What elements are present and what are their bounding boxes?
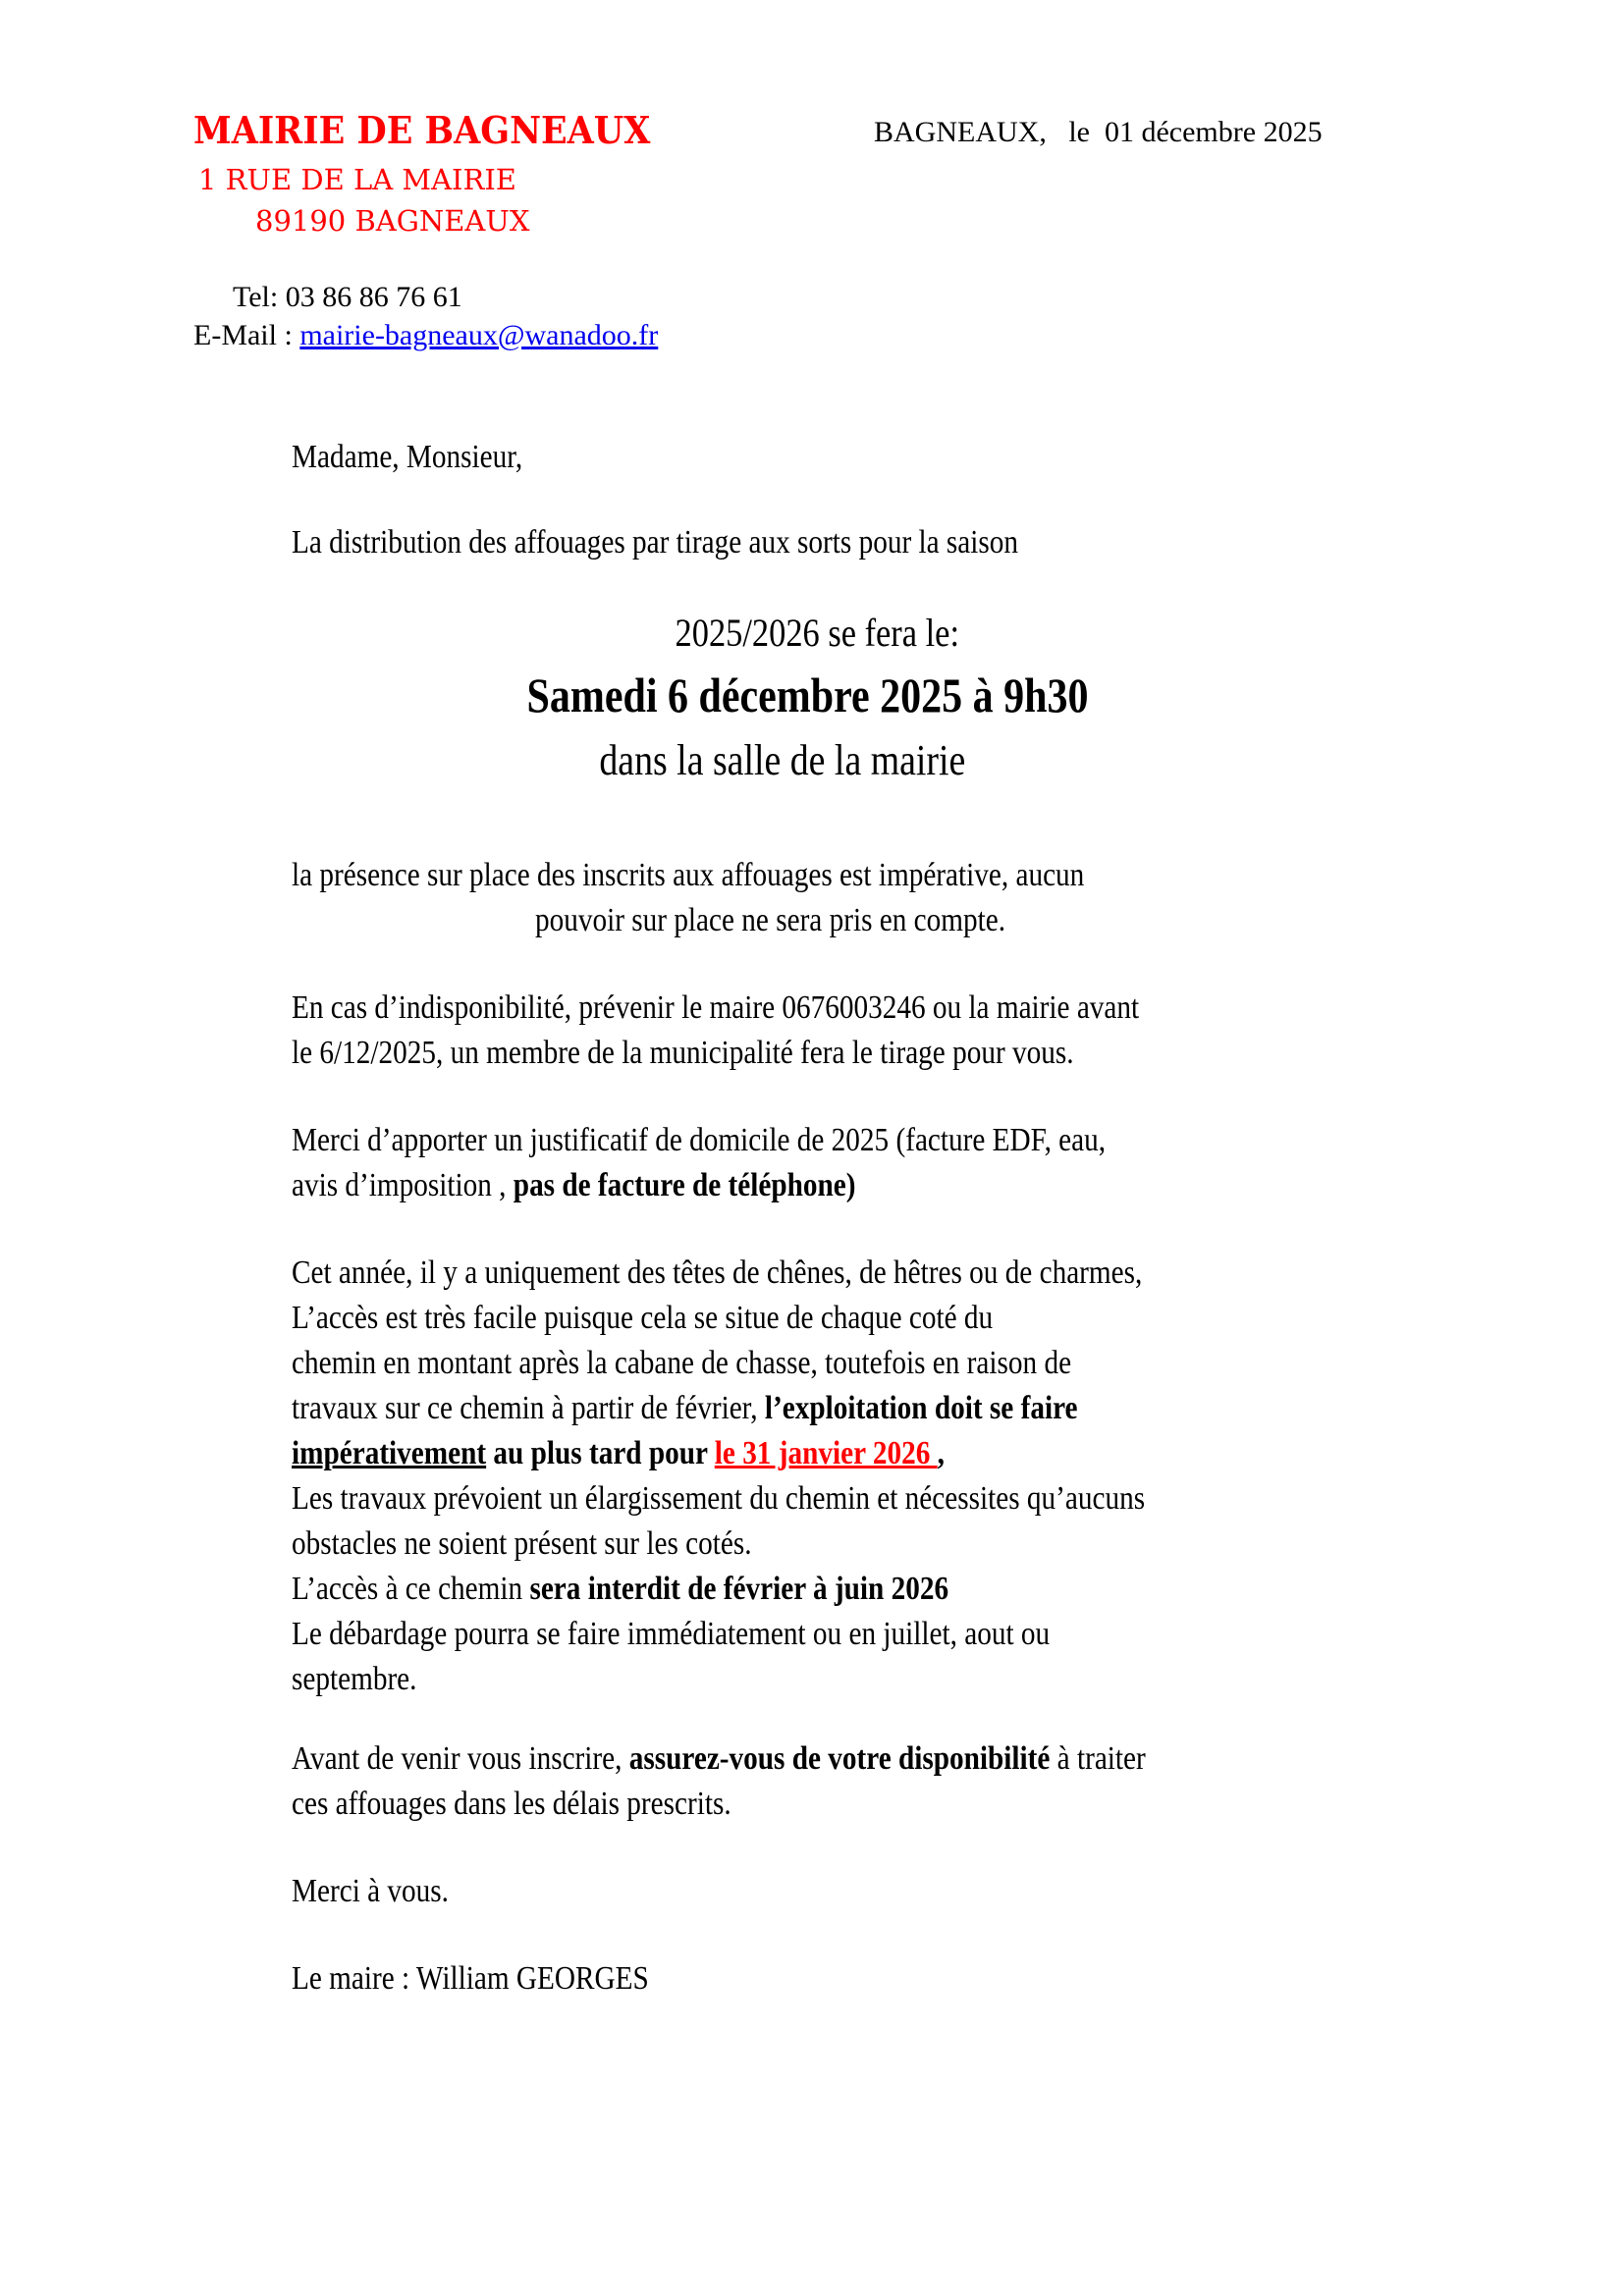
- place-date: BAGNEAUX, le 01 décembre 2025: [874, 116, 1323, 148]
- event-location: dans la salle de la mairie: [599, 736, 966, 784]
- wood-line-9: Le débardage pourra se faire immédiatement ou en juillet, aout ou: [292, 1616, 1051, 1652]
- event-line-1: 2025/2026 se fera le:: [675, 611, 959, 655]
- unavailable-line-1: En cas d’indisponibilité, prévenir le maire 0676003246 ou la mairie avant: [292, 989, 1140, 1026]
- proof-text: avis d’imposition ,: [292, 1167, 514, 1203]
- imperatively-text: impérativement: [292, 1435, 487, 1471]
- presence-line-1: la présence sur place des inscrits aux affouages est impérative, aucun: [292, 857, 1085, 893]
- address-line-1: 1 RUE DE LA MAIRIE: [198, 163, 516, 196]
- org-name: MAIRIE DE BAGNEAUX: [193, 108, 651, 152]
- wood-line-10: septembre.: [292, 1661, 417, 1697]
- wood-line-6: Les travaux prévoient un élargissement du chemin et nécessites qu’aucuns: [292, 1480, 1146, 1517]
- wood-line-1: Cet année, il y a uniquement des têtes de chênes, de hêtres ou de charmes,: [292, 1255, 1143, 1291]
- proof-line-1: Merci d’apporter un justificatif de domicile de 2025 (facture EDF, eau,: [292, 1122, 1107, 1158]
- availability-text: Avant de venir vous inscrire,: [292, 1740, 629, 1777]
- tel-label: Tel:: [233, 281, 286, 313]
- deadline-comma: ,: [937, 1435, 945, 1471]
- availability-end: à traiter: [1050, 1740, 1146, 1777]
- proof-line-2: [292, 1166, 855, 1205]
- email-line: [193, 319, 658, 352]
- wood-line-8: [292, 1570, 948, 1609]
- wood-line-4: [292, 1389, 1077, 1428]
- deadline-date: le 31 janvier 2026: [714, 1435, 938, 1471]
- wood-line-5: [292, 1434, 945, 1473]
- email-link[interactable]: mairie-bagneaux@wanadoo.fr: [299, 319, 659, 351]
- deadline-text: au plus tard pour: [486, 1435, 715, 1471]
- wood-line-7: obstacles ne soient présent sur les cotés.: [292, 1525, 752, 1562]
- wood-text: travaux sur ce chemin à partir de février,: [292, 1390, 765, 1426]
- availability-line-2: ces affouages dans les délais prescrits.: [292, 1786, 731, 1822]
- intro-text: La distribution des affouages par tirage aux sorts pour la saison: [292, 524, 1019, 561]
- address-line-2: 89190 BAGNEAUX: [255, 204, 530, 238]
- tel-number: 03 86 86 76 61: [285, 281, 462, 313]
- presence-line-2: pouvoir sur place ne sera pris en compte.: [535, 902, 1006, 938]
- access-ban: sera interdit de février à juin 2026: [529, 1571, 949, 1607]
- salutation: Madame, Monsieur,: [292, 439, 523, 475]
- proof-warning: pas de facture de téléphone): [513, 1167, 856, 1203]
- availability-warning: assurez-vous de votre disponibilité: [628, 1740, 1051, 1777]
- thanks: Merci à vous.: [292, 1873, 449, 1909]
- exploitation-warning: l’exploitation doit se faire: [764, 1390, 1078, 1426]
- telephone-line: [233, 281, 462, 314]
- signature: Le maire : William GEORGES: [292, 1960, 649, 1997]
- access-text: L’accès à ce chemin: [292, 1571, 530, 1607]
- availability-line-1: [292, 1739, 1146, 1779]
- event-date: Samedi 6 décembre 2025 à 9h30: [525, 667, 1089, 722]
- wood-line-2: L’accès est très facile puisque cela se situe de chaque coté du: [292, 1300, 994, 1336]
- email-label: E-Mail :: [193, 319, 300, 351]
- unavailable-line-2: le 6/12/2025, un membre de la municipalité fera le tirage pour vous.: [292, 1035, 1074, 1071]
- wood-line-3: chemin en montant après la cabane de chasse, toutefois en raison de: [292, 1345, 1072, 1381]
